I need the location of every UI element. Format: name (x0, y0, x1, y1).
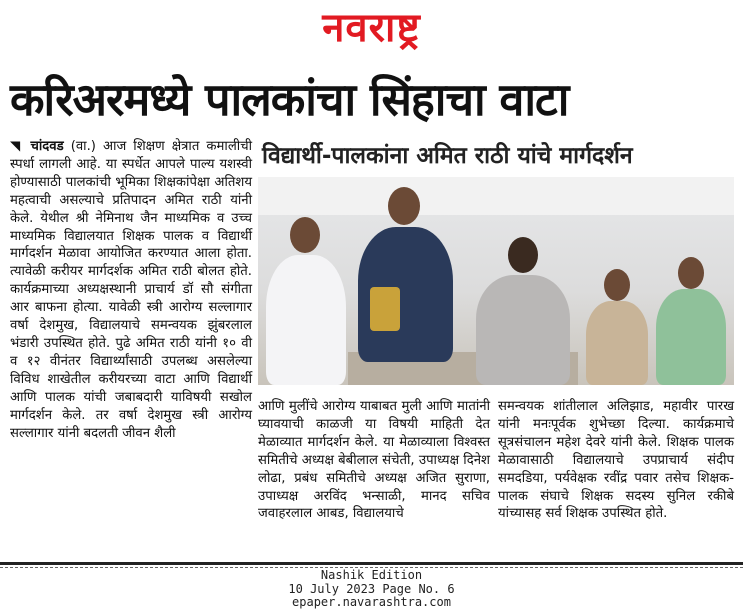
photo-person-head (388, 187, 420, 225)
photo-person-head (290, 217, 320, 253)
dateline-marker: ◥ (10, 139, 31, 154)
article-text-3: समन्वयक शांतीलाल अलिझाड, महावीर पारख यांनी मनःपूर्वक शुभेच्छा दिल्या. कार्यक्रमाचे सूत्रसंचालन महेश देवरे यांनी केले. शिक्षक पालक मेळावासाठी विद्यालयाचे उपप्राचार्य संदीप समदडिया, पर्यवेक्षक रवींद्र पवार तसेच शिक्षक-पालक संघाचे शिक्षक सदस्य सुनिल रकीबे यांच्यासह सर्व शिक्षक उपस्थित होते. (498, 399, 734, 522)
photo-person-head (678, 257, 704, 289)
article-text-1: (वा.) आज शिक्षण क्षेत्रात कमालीची स्पर्धा लागली आहे. या स्पर्धेत आपले पाल्य यशस्वी होण्यासाठी पालकांची भूमिका शिक्षकांपेक्षा अतिशय महत्वाची असल्याचे प्रतिपादन अमित राठी यांनी केले. येथील श्री नेमिनाथ जैन माध्यमिक व उच्च माध्यमिक विद्यालयात शिक्षक पालक व विद्यार्थी मार्गदर्शन मेळावा आयोजित करण्यात आला होता. त्यावेळी करीयर मार्गदर्शक अमित राठी बोलत होते. कार्यक्रमाच्या अध्यक्षस्थानी प्राचार्य डॉ सौ संगीता आर बाफना होत्या. यावेळी स्त्री आरोग्य सल्लागार वर्षा देशमुख, विद्यालयाचे समन्वयक झुंबरलाल भंडारी उपस्थित होते. पुढे अमित राठी यांनी १० वी व १२ वीनंतर विद्यार्थ्यांसाठी उपलब्ध असलेल्या विविध शाखेतील करीयरच्या वाटा आणि विद्यार्थी आणि पालक यांची जबाबदारी याविषयी सखोल मार्गदर्शन केले. तर वर्षा देशमुख स्त्री आरोग्य सल्लागार यांनी बदलती जीवन शैली (10, 139, 252, 441)
article-column-3 (498, 398, 734, 523)
footer-divider (0, 562, 743, 565)
footer-url: epaper.navarashtra.com (292, 595, 451, 609)
footer (0, 569, 743, 610)
photo-person (656, 289, 726, 385)
photo-person-head (508, 237, 538, 273)
photo-backdrop (258, 177, 734, 215)
photo-person (476, 275, 570, 385)
photo-person (586, 301, 648, 385)
subheadline: विद्यार्थी-पालकांना अमित राठी यांचे मार्गदर्शन (262, 143, 633, 169)
headline: करिअरमध्ये पालकांचा सिंहाचा वाटा (10, 73, 569, 126)
event-photo (258, 177, 734, 385)
footer-edition: Nashik Edition (320, 568, 423, 582)
photo-person-head (604, 269, 630, 301)
article-text-2: आणि मुलींचे आरोग्य याबाबत मुली आणि मातांनी घ्यावयाची काळजी या विषयी माहिती देत मेळाव्यात मार्गदर्शन केले. या मेळाव्याला विश्वस्त समितीचे अध्यक्ष बेबीलाल संचेती, उपाध्यक्ष दिनेश लोढा, प्रबंध समितीचे अध्यक्ष अजित सुराणा, उपाध्यक्ष अरविंद भन्साळी, मानद सचिव जवाहरलाल आबड, विद्यालयाचे (258, 399, 490, 522)
dateline: चांदवड (30, 139, 64, 154)
masthead-title: नवराष्ट्र (322, 5, 421, 51)
article-column-1 (10, 138, 252, 442)
photo-trophy (370, 287, 400, 331)
article-column-2 (258, 398, 490, 523)
photo-person (266, 255, 346, 385)
masthead (0, 4, 743, 52)
footer-date-page: 10 July 2023 Page No. 6 (288, 581, 455, 596)
